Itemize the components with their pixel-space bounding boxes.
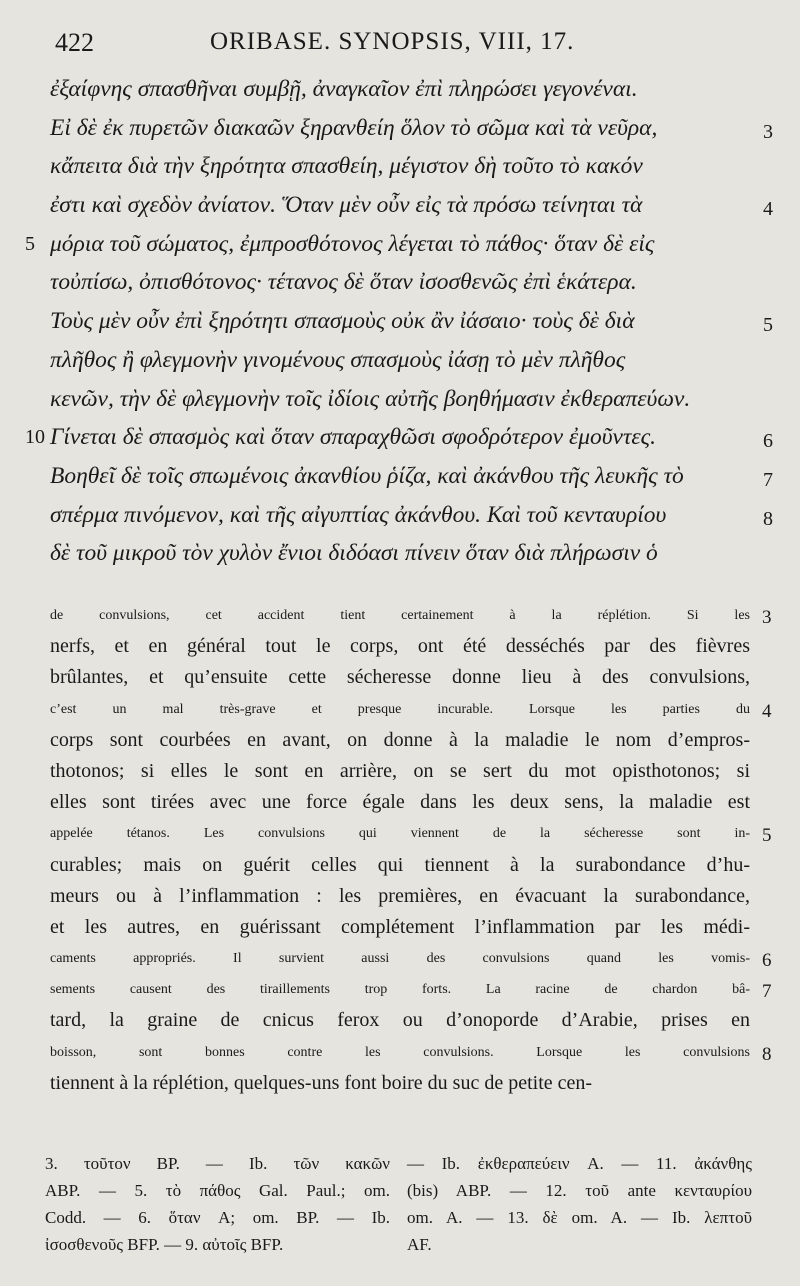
greek-line-text: κἄπειτα διὰ τὴν ξηρότητα σπασθείη, μέγιστον δὴ τοῦτο τὸ κακόν — [50, 153, 643, 180]
french-section-marker: 6 — [762, 950, 772, 972]
footnotes-left-column — [45, 1150, 390, 1258]
greek-line — [50, 457, 773, 496]
french-line: thotonos; si elles le sont en arrière, on se sert du mot opisthotonos; si — [50, 759, 750, 782]
french-line: elles sont tirées avec une force égale dans les deux sens, la maladie est — [50, 791, 750, 814]
greek-line-text: σπέρμα πινόμενον, καὶ τῆς αἰγυπτίας ἀκάνθου. Καὶ τοῦ κενταυρίου — [50, 501, 667, 528]
footnote-line: ἰσοσθενοῦς BFP. — 9. αὐτοῖς BFP. — [45, 1235, 284, 1254]
french-section-marker: 4 — [762, 700, 772, 722]
greek-line — [50, 70, 762, 109]
greek-line — [50, 109, 773, 148]
french-line: nerfs, et en général tout le corps, ont été desséchés par des fièvres — [50, 635, 750, 658]
greek-text-block — [25, 70, 773, 573]
greek-line-text: Γίνεται δὲ σπασμὸς καὶ ὅταν σπαραχθῶσι σφοδρότερον ἐμοῦντες. — [50, 424, 657, 451]
french-line: et les autres, en guérissant complétement l’inflammation par les médi- — [50, 915, 750, 938]
french-line: appelée tétanos. Les convulsions qui viennent de la sécheresse sont in- 5 — [50, 818, 750, 849]
french-line: tiennent à la réplétion, quelques-uns font boire du suc de petite cen- — [50, 1071, 593, 1094]
greek-section-marker: 4 — [763, 198, 773, 221]
greek-line — [50, 302, 773, 341]
footnote-line: om. A. — 13. δὲ om. A. — Ib. λεπτοῦ — [407, 1208, 752, 1227]
french-line: corps sont courbées en avant, on donne à la maladie le nom d’empros- — [50, 728, 750, 751]
french-section-marker: 3 — [762, 607, 772, 628]
running-title: ORIBASE. SYNOPSIS, VIII, 17. — [210, 28, 575, 55]
french-line: brûlantes, et qu’ensuite cette sécheresse donne lieu à des convulsions, — [50, 666, 750, 689]
greek-line-text: πλῆθος ἢ φλεγμονὴν γινομένους σπασμοὺς ἰάσῃ τὸ μὲν πλῆθος — [50, 346, 626, 373]
greek-section-marker: 7 — [763, 468, 773, 491]
greek-line — [50, 496, 773, 535]
footnote-line: — Ib. ἐκθεραπεύειν A. — 11. ἀκάνθης — [407, 1154, 752, 1173]
french-section-marker: 7 — [762, 981, 772, 1003]
french-line: c’est un mal très-grave et presque incurable. Lorsque les parties du 4 — [50, 694, 750, 725]
greek-line — [50, 263, 762, 302]
footnote-line: AF. — [407, 1235, 432, 1254]
greek-line-text: Τοὺς μὲν οὖν ἐπὶ ξηρότητι σπασμοὺς οὐκ ἂν ἰάσαιο· τοὺς δὲ διὰ — [50, 308, 635, 335]
greek-line-text: Εἰ δὲ ἐκ πυρετῶν διακαῶν ξηρανθείη ὅλον τὸ σῶμα καὶ τὰ νεῦρα, — [50, 114, 658, 141]
footnote-line: (bis) ABP. — 12. τοῦ ante κενταυρίου — [407, 1181, 752, 1200]
french-line: sements causent des tiraillements trop forts. La racine de chardon bâ- 7 — [50, 974, 750, 1005]
greek-line-number: 10 — [25, 426, 45, 449]
greek-line-text: ἐξαίφνης σπασθῆναι συμβῇ, ἀναγκαῖον ἐπὶ πληρώσει γεγονέναι. — [50, 76, 638, 102]
greek-line-number: 5 — [25, 232, 35, 255]
french-section-marker: 5 — [762, 825, 772, 847]
greek-line — [50, 380, 762, 419]
greek-line-text: δὲ τοῦ μικροῦ τὸν χυλὸν ἔνιοι διδόασι πίνειν ὅταν διὰ πλήρωσιν ὁ — [50, 540, 658, 567]
greek-line — [50, 534, 762, 573]
page-header — [0, 22, 800, 62]
greek-line — [50, 186, 773, 225]
page-number: 422 — [55, 28, 94, 57]
greek-line-text: κενῶν, τὴν δὲ φλεγμονὴν τοῖς ἰδίοις αὐτῆς βοηθήμασιν ἐκθεραπεύων. — [50, 385, 691, 412]
greek-section-marker: 5 — [763, 314, 773, 337]
french-line: caments appropriés. Il survient aussi des convulsions quand les vomis- 6 — [50, 943, 750, 974]
footnote-line: Codd. — 6. ὅταν A; om. BP. — Ib. — [45, 1208, 390, 1227]
greek-section-marker: 6 — [763, 430, 773, 453]
french-line: boisson, sont bonnes contre les convulsions. Lorsque les convulsions 8 — [50, 1037, 750, 1068]
greek-section-marker: 8 — [763, 507, 773, 530]
greek-line-text: τοὐπίσω, ὀπισθότονος· τέτανος δὲ ὅταν ἰσοσθενῶς ἐπὶ ἑκάτερα. — [50, 269, 637, 296]
french-line: meurs ou à l’inflammation : les premières, en évacuant la surabondance, — [50, 884, 750, 907]
footnote-line: ABP. — 5. τὸ πάθος Gal. Paul.; om. — [45, 1181, 390, 1200]
greek-section-marker: 3 — [763, 120, 773, 143]
greek-line — [25, 225, 762, 264]
french-section-marker: 8 — [762, 1043, 772, 1065]
french-line: curables; mais on guérit celles qui tiennent à la surabondance d’hu- — [50, 853, 750, 876]
greek-line-text: Βοηθεῖ δὲ τοῖς σπωμένοις ἀκανθίου ῥίζα, καὶ ἀκάνθου τῆς λευκῆς τὸ — [50, 462, 684, 489]
greek-line-text: ἐστι καὶ σχεδὸν ἀνίατον. Ὅταν μὲν οὖν εἰς τὰ πρόσω τείνηται τὰ — [50, 192, 643, 219]
greek-line — [50, 341, 762, 380]
french-translation-block — [50, 600, 772, 1099]
footnote-line: 3. τοῦτον BP. — Ib. τῶν κακῶν — [45, 1154, 390, 1173]
french-line: tard, la graine de cnicus ferox ou d’onoporde d’Arabie, prises en — [50, 1009, 750, 1032]
greek-line — [25, 418, 773, 457]
greek-line — [50, 147, 762, 186]
footnotes-right-column — [407, 1150, 752, 1258]
greek-line-text: μόρια τοῦ σώματος, ἐμπροσθότονος λέγεται τὸ πάθος· ὅταν δὲ εἰς — [50, 230, 655, 257]
french-line: de convulsions, cet accident tient certainement à la réplétion. Si les 3 — [50, 600, 750, 631]
